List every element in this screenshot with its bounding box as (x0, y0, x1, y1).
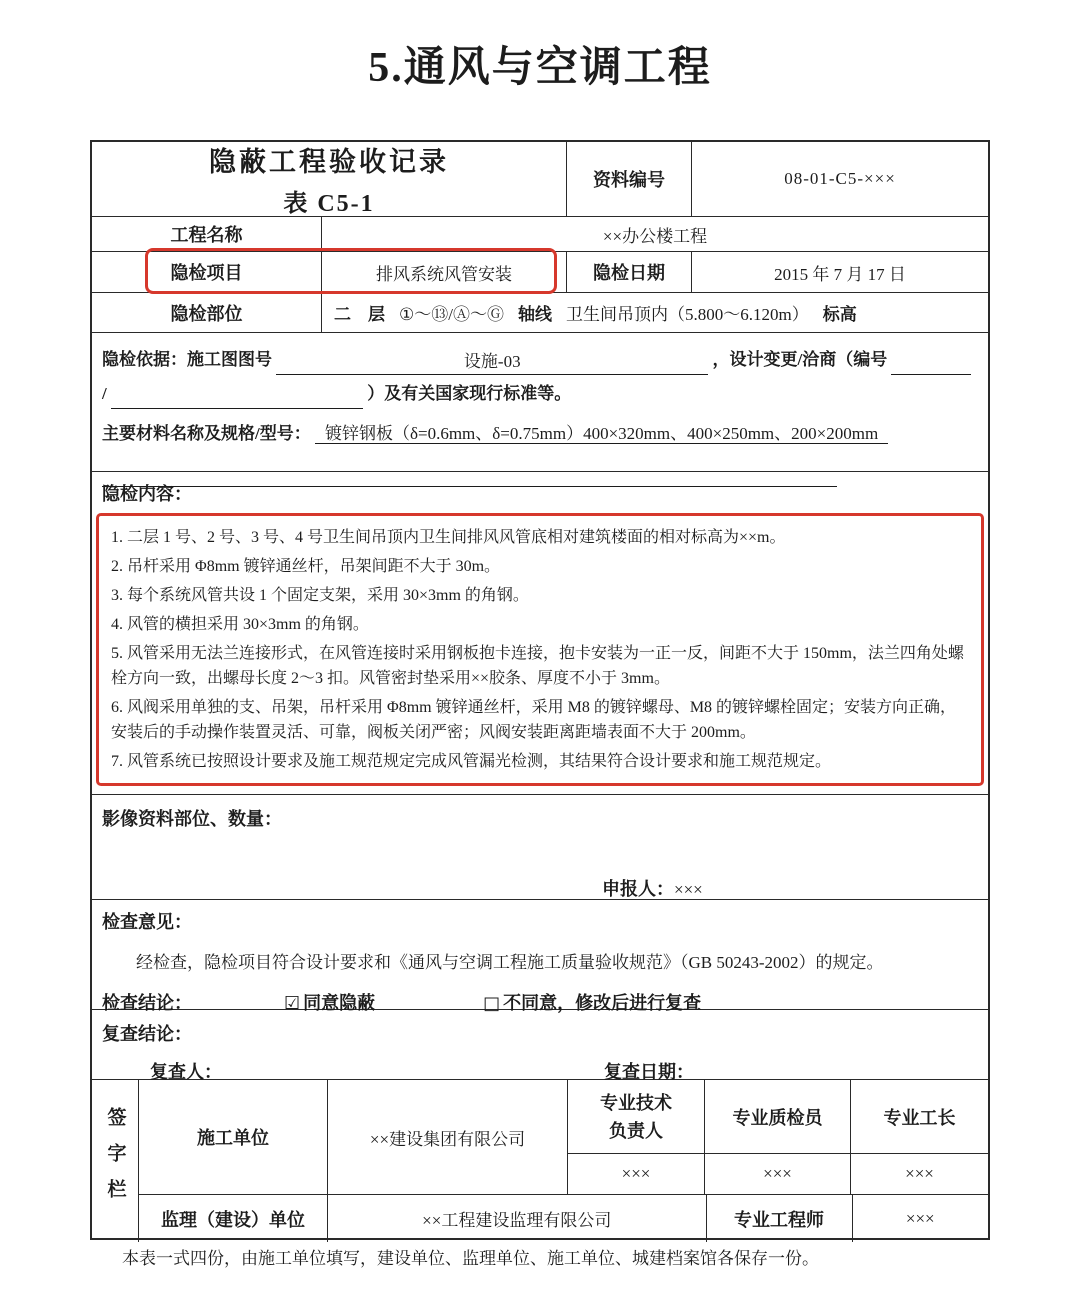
opinion-label: 检查意见： (102, 912, 192, 932)
project-name-row (92, 217, 988, 252)
inspection-date-value: 2015 年 7 月 17 日 (774, 264, 906, 284)
content-item: 6. 风阀采用单独的支、吊架，吊杆采用 Φ8mm 镀锌通丝杆，采用 M8 的镀锌螺母、M8 的镀锌螺栓固定；安装方向正确，安装后的手动操作装置灵活、可靠，阀板关闭严密；风阀安装距离距墙表面不大于 200mm。 (111, 699, 957, 741)
tech-lead-signature: ××× (621, 1164, 651, 1183)
recheck-conclusion-label: 复查结论： (102, 1024, 192, 1044)
inspection-item-label: 隐检项目 (92, 252, 322, 292)
page-title: 5.通风与空调工程 (368, 45, 712, 91)
project-name-value: ××办公楼工程 (602, 226, 708, 246)
construction-unit-value: ××建设集团有限公司 (328, 1080, 568, 1194)
drawing-no-blank: 设施-03 (276, 350, 708, 375)
applicant-line (102, 875, 978, 901)
inspection-date-label: 隐检日期 (567, 252, 692, 292)
role-col-tech-lead (568, 1080, 705, 1194)
form-title-cell (92, 142, 567, 216)
foreman-signature: ××× (905, 1164, 934, 1183)
material-blank (102, 463, 837, 487)
tech-lead-label: 专业技术负责人 (568, 1080, 704, 1154)
agree-checkbox-icon: ☑ (284, 993, 301, 1014)
footer-note: 本表一式四份，由施工单位填写，建设单位、监理单位、施工单位、城建档案馆各保存一份。 (122, 1249, 819, 1268)
inspection-item-row (92, 252, 988, 293)
applicant-value: ××× (674, 880, 703, 899)
media-section (92, 795, 988, 900)
doc-no-value: 08-01-C5-××× (784, 169, 896, 188)
inspection-part-row (92, 293, 988, 333)
construction-unit-label: 施工单位 (139, 1080, 328, 1194)
part-axis-value: ①～⑬/Ⓐ～Ⓖ (399, 305, 504, 324)
conclusion-option-disagree (483, 989, 701, 1015)
recheck-person-label: 复查人： (150, 1062, 222, 1082)
change-no-blank-2 (111, 408, 363, 409)
hidden-work-acceptance-form (90, 140, 990, 1240)
inspection-content-label: 隐检内容： (102, 484, 192, 504)
conclusion-option-agree (284, 989, 375, 1015)
content-item: 3. 每个系统风管共设 1 个固定支架，采用 30×3mm 的角钢。 (111, 587, 529, 604)
supervision-unit-value: ××工程建设监理有限公司 (328, 1195, 707, 1242)
basis-middle: ，设计变更/洽商（编号 (712, 350, 888, 369)
basis-section (92, 333, 988, 472)
disagree-checkbox-icon: □ (483, 993, 501, 1014)
quality-inspector-label: 专业质检员 (705, 1080, 850, 1154)
form-header-row (92, 142, 988, 217)
role-col-quality-inspector (705, 1080, 851, 1194)
content-item: 2. 吊杆采用 Φ8mm 镀锌通丝杆，吊架间距不大于 30m。 (111, 558, 501, 575)
part-axis-label: 轴线 (517, 305, 552, 324)
inspection-part-value (322, 293, 988, 332)
supervision-engineer-label: 专业工程师 (707, 1195, 853, 1242)
content-item: 5. 风管采用无法兰连接形式，在风管连接时采用钢板抱卡连接，抱卡安装为一正一反，间距不大于 150mm，法兰四角处螺栓方向一致，出螺母长度 2～3 扣。风管密封垫采用××胶条、厚度不小于 3mm。 (111, 645, 964, 687)
signature-grid (139, 1080, 988, 1242)
content-item: 1. 二层 1 号、2 号、3 号、4 号卫生间吊顶内卫生间排风风管底相对建筑楼面的相对标高为××m。 (111, 529, 786, 546)
doc-no-label: 资料编号 (567, 142, 692, 216)
opinion-section (92, 900, 988, 1014)
foreman-label: 专业工长 (851, 1080, 988, 1154)
material-line (102, 419, 978, 449)
supervision-unit-label: 监理（建设）单位 (139, 1195, 328, 1242)
role-col-foreman (851, 1080, 988, 1194)
inspection-content-section (92, 472, 988, 795)
content-item: 7. 风管系统已按照设计要求及施工规范规定完成风管漏光检测，其结果符合设计要求和施工规范规定。 (111, 753, 832, 770)
content-item: 4. 风管的横担采用 30×3mm 的角钢。 (111, 616, 369, 633)
material-label: 主要材料名称及规格/型号： (102, 424, 311, 443)
recheck-date-label: 复查日期： (604, 1062, 694, 1082)
red-annotation-box-content (96, 513, 984, 786)
signature-section (92, 1080, 988, 1242)
recheck-section (92, 1010, 988, 1080)
basis-line-1 (102, 345, 978, 375)
inspection-part-label: 隐检部位 (92, 293, 322, 332)
agree-label: 同意隐蔽 (303, 993, 376, 1013)
basis-slash: / (102, 384, 107, 403)
basis-suffix: ）及有关国家现行标准等。 (367, 384, 572, 403)
form-number: 表 C5-1 (283, 191, 375, 217)
part-elevation-value: 卫生间吊顶内（5.800～6.120m） (565, 305, 809, 324)
signature-lower-row (139, 1195, 988, 1242)
change-no-blank (891, 374, 971, 375)
conclusion-label: 检查结论： (102, 993, 192, 1013)
part-floor: 二 层 (334, 305, 385, 324)
signature-column-cell (92, 1080, 139, 1242)
basis-line-2 (102, 379, 978, 409)
inspection-item-value: 排风系统风管安装 (322, 252, 567, 292)
part-elevation-label: 标高 (822, 305, 857, 324)
opinion-text: 经检查，隐检项目符合设计要求和《通风与空调工程施工质量验收规范》（GB 50243-2002）的规定。 (136, 953, 884, 972)
supervision-engineer-signature: ××× (905, 1208, 935, 1228)
material-value: 镀锌钢板（δ=0.6mm、δ=0.75mm）400×320mm、400×250mm、200×200mm (315, 424, 888, 444)
basis-prefix: 隐检依据：施工图图号 (102, 350, 272, 369)
quality-inspector-signature: ××× (763, 1164, 792, 1183)
project-name-label: 工程名称 (92, 217, 322, 251)
signature-upper-row (139, 1080, 988, 1195)
signature-column-label: 签字栏 (104, 1107, 126, 1215)
disagree-label: 不同意，修改后进行复查 (503, 993, 702, 1013)
form-title: 隐蔽工程验收记录 (209, 147, 449, 177)
applicant-label: 申报人： (602, 879, 674, 899)
media-label: 影像资料部位、数量： (102, 809, 282, 829)
